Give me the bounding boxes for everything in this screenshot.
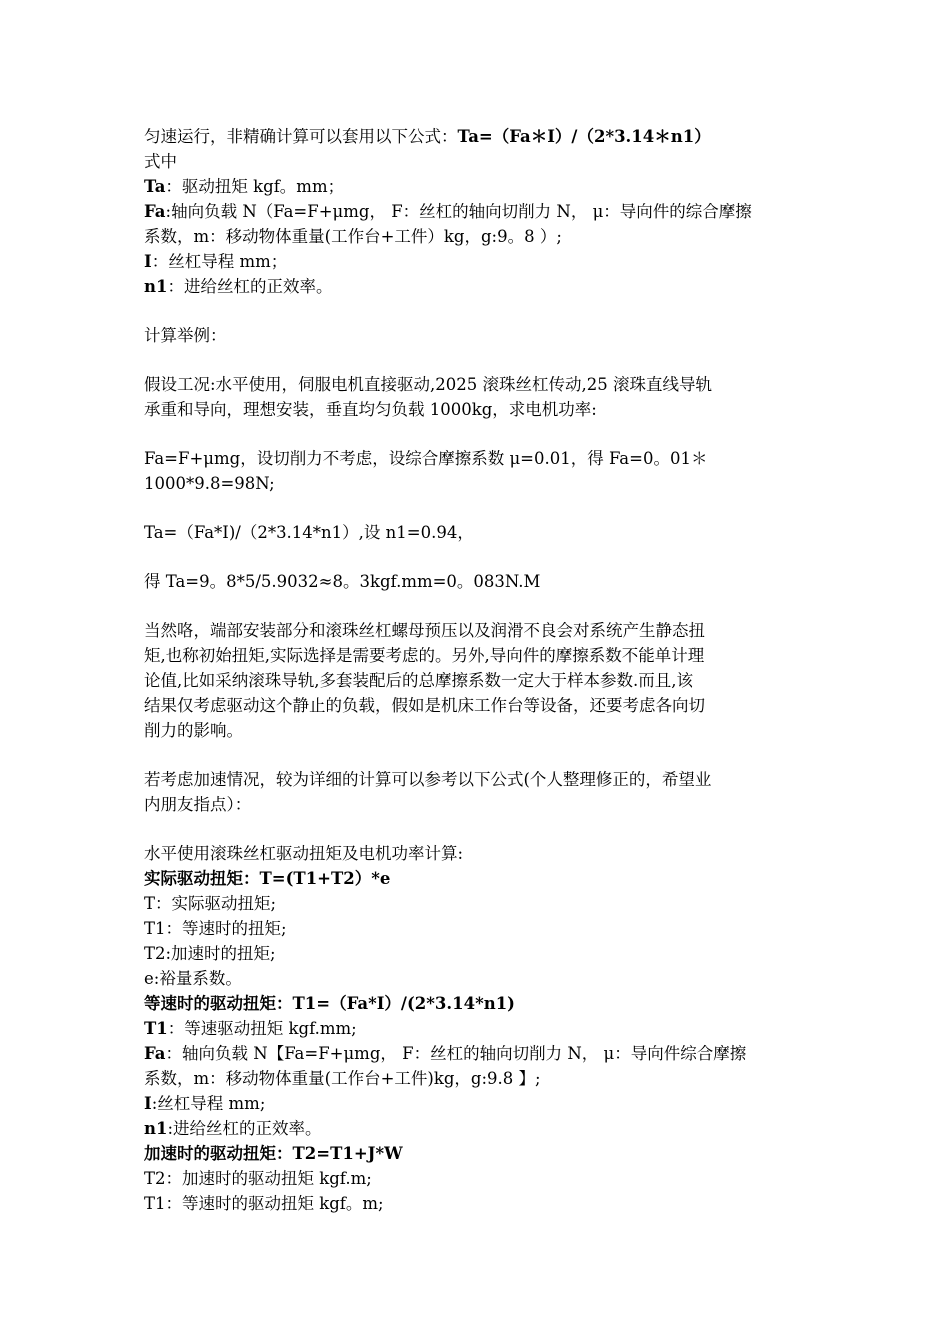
constant-speed-torque-formula: 等速时的驱动扭矩：T1=（Fa*I）/(2*3.14*n1) — [144, 994, 515, 1013]
accel-intro-line2: 内朋友指点）： — [144, 795, 252, 814]
fa-label: Fa — [144, 202, 166, 221]
i-desc: ：丝杠导程 mm； — [151, 252, 288, 271]
note-line2: 矩,也称初始扭矩,实际选择是需要考虑的。另外,导向件的摩擦系数不能单计理 — [144, 646, 705, 665]
section-title: 水平使用滚珠丝杠驱动扭矩及电机功率计算: — [144, 844, 464, 863]
t1-desc-line — [144, 1016, 814, 1041]
spacer — [144, 496, 814, 520]
spacer — [144, 817, 814, 841]
calc1-line2: 1000*9.8=98N; — [144, 474, 275, 493]
note-line3: 论值,比如采纳滚珠导轨,多套装配后的总摩擦系数一定大于样本参数.而且,该 — [144, 671, 693, 690]
t1-label: T1 — [144, 1019, 168, 1038]
note-line4: 结果仅考虑驱动这个静止的负载，假如是机床工作台等设备，还要考虑各向切 — [144, 696, 705, 715]
t1-desc2-line: T1：等速时的驱动扭矩 kgf。m; — [144, 1194, 384, 1213]
calc3-line: 得 Ta=9。8*5/5.9032≈8。3kgf.mm=0。083N.M — [144, 572, 541, 591]
document-body — [144, 124, 814, 1216]
spacer — [144, 299, 814, 323]
fa-definition-line1 — [144, 199, 814, 224]
calc2-line: Ta=（Fa*I)/（2*3.14*n1）,设 n1=0.94， — [144, 523, 474, 542]
i-definition — [144, 249, 814, 274]
fa2-definition-line2: 系数，m：移动物体重量(工作台+工件)kg，g:9.8 】; — [144, 1069, 541, 1088]
fa-definition-line2: 系数，m：移动物体重量(工作台+工件）kg，g:9。8 ）; — [144, 227, 562, 246]
spacer — [144, 545, 814, 569]
spacer — [144, 348, 814, 372]
fa2-desc-1: ：轴向负载 N【Fa=F+μmg， F：丝杠的轴向切削力 N， μ：导向件综合摩擦 — [165, 1044, 747, 1063]
t1-definition: T1：等速时的扭矩; — [144, 919, 287, 938]
note-line1: 当然咯，端部安装部分和滚珠丝杠螺母预压以及润滑不良会对系统产生静态扭 — [144, 621, 705, 640]
n12-label: n1 — [144, 1119, 168, 1138]
n1-desc: ：进给丝杠的正效率。 — [167, 277, 333, 296]
ta-desc: ：驱动扭矩 kgf。mm； — [165, 177, 345, 196]
t2-desc-line: T2：加速时的驱动扭矩 kgf.m; — [144, 1169, 372, 1188]
accel-torque-formula: 加速时的驱动扭矩：T2=T1+J*W — [144, 1144, 403, 1163]
i2-desc: :丝杠导程 mm; — [151, 1094, 266, 1113]
accel-intro-line1: 若考虑加速情况，较为详细的计算可以参考以下公式(个人整理修正的，希望业 — [144, 770, 712, 789]
t2-definition: T2:加速时的扭矩; — [144, 944, 276, 963]
fa2-label: Fa — [144, 1044, 166, 1063]
note-line5: 削力的影响。 — [144, 721, 243, 740]
n12-desc: :进给丝杠的正效率。 — [167, 1119, 322, 1138]
fa-desc-1: :轴向负载 N（Fa=F+μmg， F：丝杠的轴向切削力 N， μ：导向件的综合摩擦 — [165, 202, 752, 221]
ta-definition — [144, 174, 814, 199]
intro-formula: Ta=（Fa＊I）/（2*3.14＊n1） — [457, 127, 711, 146]
intro-line — [144, 124, 814, 149]
i2-definition — [144, 1091, 814, 1116]
e-definition: e:裕量系数。 — [144, 969, 242, 988]
assumption-line2: 承重和导向，理想安装，垂直均匀负载 1000kg，求电机功率: — [144, 400, 597, 419]
spacer — [144, 422, 814, 446]
i2-label: I — [144, 1094, 152, 1113]
calc1-line1: Fa=F+μmg，设切削力不考虑，设综合摩擦系数 μ=0.01，得 Fa=0。01＊ — [144, 449, 708, 468]
intro-text: 匀速运行，非精确计算可以套用以下公式： — [144, 127, 458, 146]
n1-label: n1 — [144, 277, 168, 296]
where-line: 式中 — [144, 152, 177, 171]
t-definition: T：实际驱动扭矩; — [144, 894, 277, 913]
i-label: I — [144, 252, 152, 271]
n12-definition — [144, 1116, 814, 1141]
n1-definition — [144, 274, 814, 299]
t1-desc: ：等速驱动扭矩 kgf.mm; — [167, 1019, 357, 1038]
actual-torque-formula: 实际驱动扭矩：T=(T1+T2）*e — [144, 869, 391, 888]
spacer — [144, 594, 814, 618]
ta-label: Ta — [144, 177, 166, 196]
fa2-definition-line1 — [144, 1041, 814, 1066]
assumption-line1: 假设工况:水平使用，伺服电机直接驱动,2025 滚珠丝杠传动,25 滚珠直线导轨 — [144, 375, 713, 394]
spacer — [144, 743, 814, 767]
example-title: 计算举例： — [144, 326, 227, 345]
